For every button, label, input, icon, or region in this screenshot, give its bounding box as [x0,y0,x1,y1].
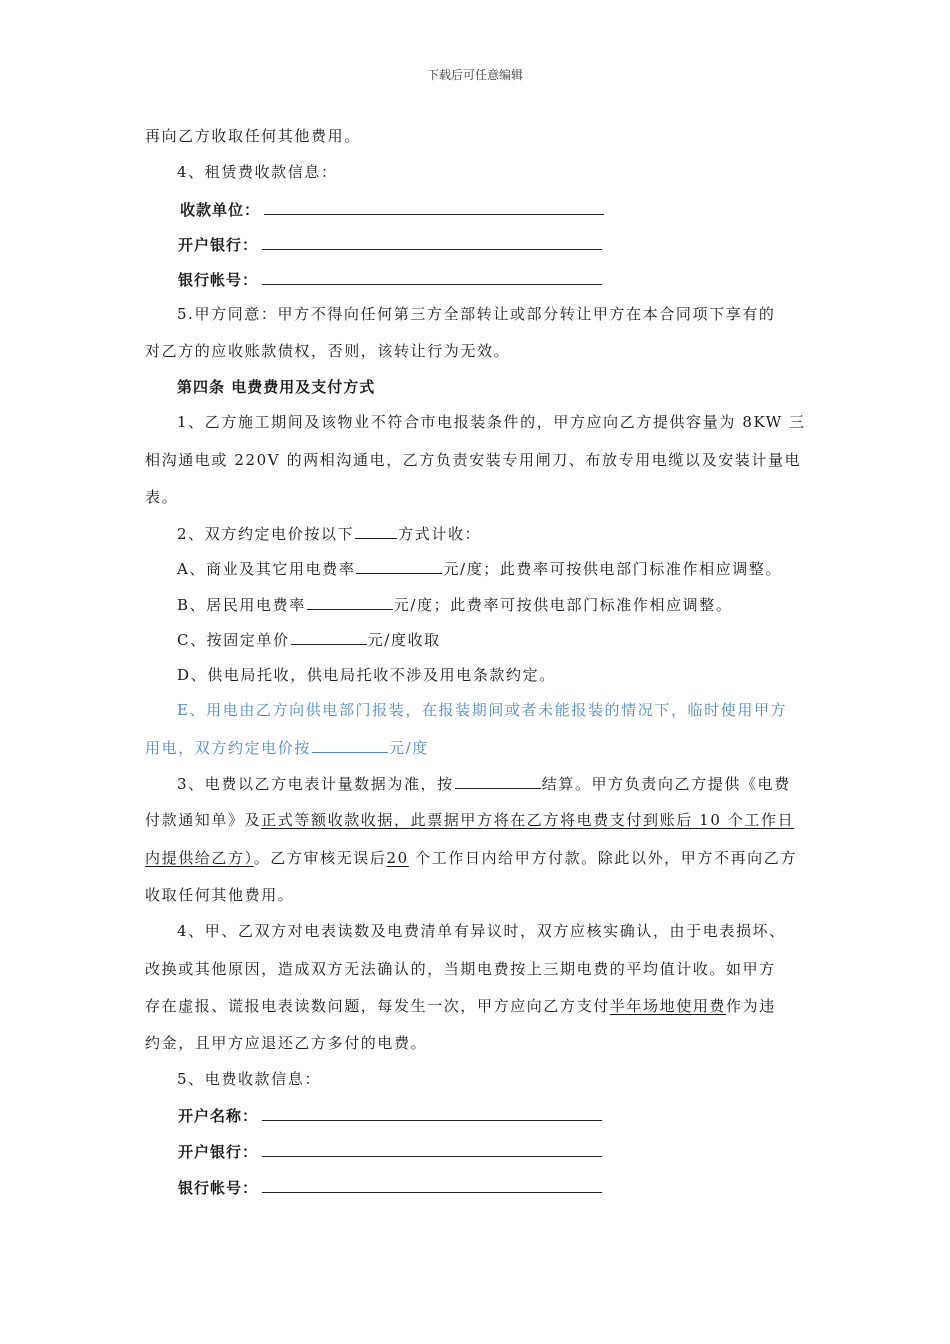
section-heading: 5、电费收款信息： [177,1070,321,1088]
option-e-cont [145,737,815,758]
text-segment: 结算。甲方负责向乙方提供《电费 [541,775,791,793]
option-d: D、供电局托收，供电局托收不涉及用电条款约定。 [177,666,556,684]
underlined-text: 正式等额收款收据，此票据甲方将在乙方将电费支付到账后 10 个工作日 [261,811,795,829]
fill-in-blank [312,737,388,753]
article-heading: 第四条 电费费用及支付方式 [177,378,376,396]
underlined-text: 内提供给乙方） [145,849,254,867]
paragraph-line: 对乙方的应收账款债权，否则，该转让行为无效。 [145,342,511,360]
fill-in-line [262,1140,602,1157]
section-heading: 4、租赁费收款信息： [177,163,338,181]
paragraph-line: 再向乙方收取任何其他费用。 [145,127,361,145]
text-segment: 存在虚报、谎报电表读数问题，每发生一次，甲方应向乙方支付 [145,997,610,1015]
fill-in-blank [455,773,541,789]
paragraph-line [177,773,847,794]
option-e: E、用电由乙方向供电部门报装，在报装期间或者未能报装的情况下，临时使用甲方 [177,701,788,719]
paragraph-line: 1、乙方施工期间及该物业不符合市电报装条件的，甲方应向乙方提供容量为 8KW 三 [177,413,806,431]
underlined-text: 半年场地使用费 [609,997,727,1015]
text-segment: 用电，双方约定电价按 [145,739,312,757]
account-field [178,1176,848,1198]
paragraph-line: 5.甲方同意：甲方不得向任何第三方全部转让或部分转让甲方在本合同项下享有的 [177,305,776,323]
paragraph-line [177,523,847,544]
paragraph-line: 约金，且甲方应退还乙方多付的电费。 [145,1034,428,1052]
text-segment: 2、双方约定电价按以下 [177,525,355,543]
fill-in-blank [291,629,367,645]
paragraph-line: 4、甲、乙双方对电表读数及电费清单有异议时，双方应核实确认，由于电表损坏、 [177,922,786,940]
fill-in-blank [356,558,442,574]
fill-in-blank [355,523,397,539]
paragraph-line [145,996,815,1016]
paragraph-line: 相沟通电或 220V 的两相沟通电，乙方负责安装专用闸刀、布放专用电缆以及安装计量电 [145,451,802,469]
bank-field [178,1140,848,1162]
fill-in-line [264,198,604,215]
text-segment: A、商业及其它用电费率 [177,560,356,578]
field-label: 开户银行： [178,1143,259,1161]
text-segment: 元/度 [389,739,429,757]
paragraph-line: 表。 [145,488,179,506]
text-segment: 元/度收取 [367,631,441,649]
paragraph-line [145,848,815,868]
account-field [178,268,848,290]
text-segment: 元/度；此费率可按供电部门标准作相应调整。 [443,560,783,578]
fill-in-line [262,1104,602,1121]
paragraph-line [145,810,815,830]
text-segment: 元/度；此费率可按供电部门标准作相应调整。 [393,596,733,614]
underlined-number: 20 [386,849,409,867]
option-a [177,558,847,579]
text-segment: 方式计收： [398,525,482,543]
account-name-field [178,1104,848,1126]
page-header: 下载后可任意编辑 [426,68,523,82]
field-label: 收款单位： [180,201,261,219]
text-segment: 3、电费以乙方电表计量数据为准，按 [177,775,454,793]
payee-unit-field [180,198,850,220]
fill-in-blank [307,594,393,610]
paragraph-line: 收取任何其他费用。 [145,886,295,904]
fill-in-line [262,233,602,250]
text-segment: 个工作日内给甲方付款。除此以外，甲方不再向乙方 [408,849,797,867]
text-segment: 。乙方审核无误后 [253,849,387,867]
fill-in-line [262,268,602,285]
option-b [177,594,847,615]
text-segment: 付款通知单》及 [145,811,262,829]
field-label: 银行帐号： [178,1179,259,1197]
field-label: 银行帐号： [178,271,259,289]
fill-in-line [262,1176,602,1193]
text-segment: B、居民用电费率 [177,596,306,614]
field-label: 开户银行： [178,236,259,254]
paragraph-line: 改换或其他原因，造成双方无法确认的，当期电费按上三期电费的平均值计收。如甲方 [145,960,776,978]
bank-field [178,233,848,255]
field-label: 开户名称： [178,1107,259,1125]
text-segment: C、按固定单价 [177,631,290,649]
option-c [177,629,847,650]
text-segment: 作为违 [726,997,776,1015]
